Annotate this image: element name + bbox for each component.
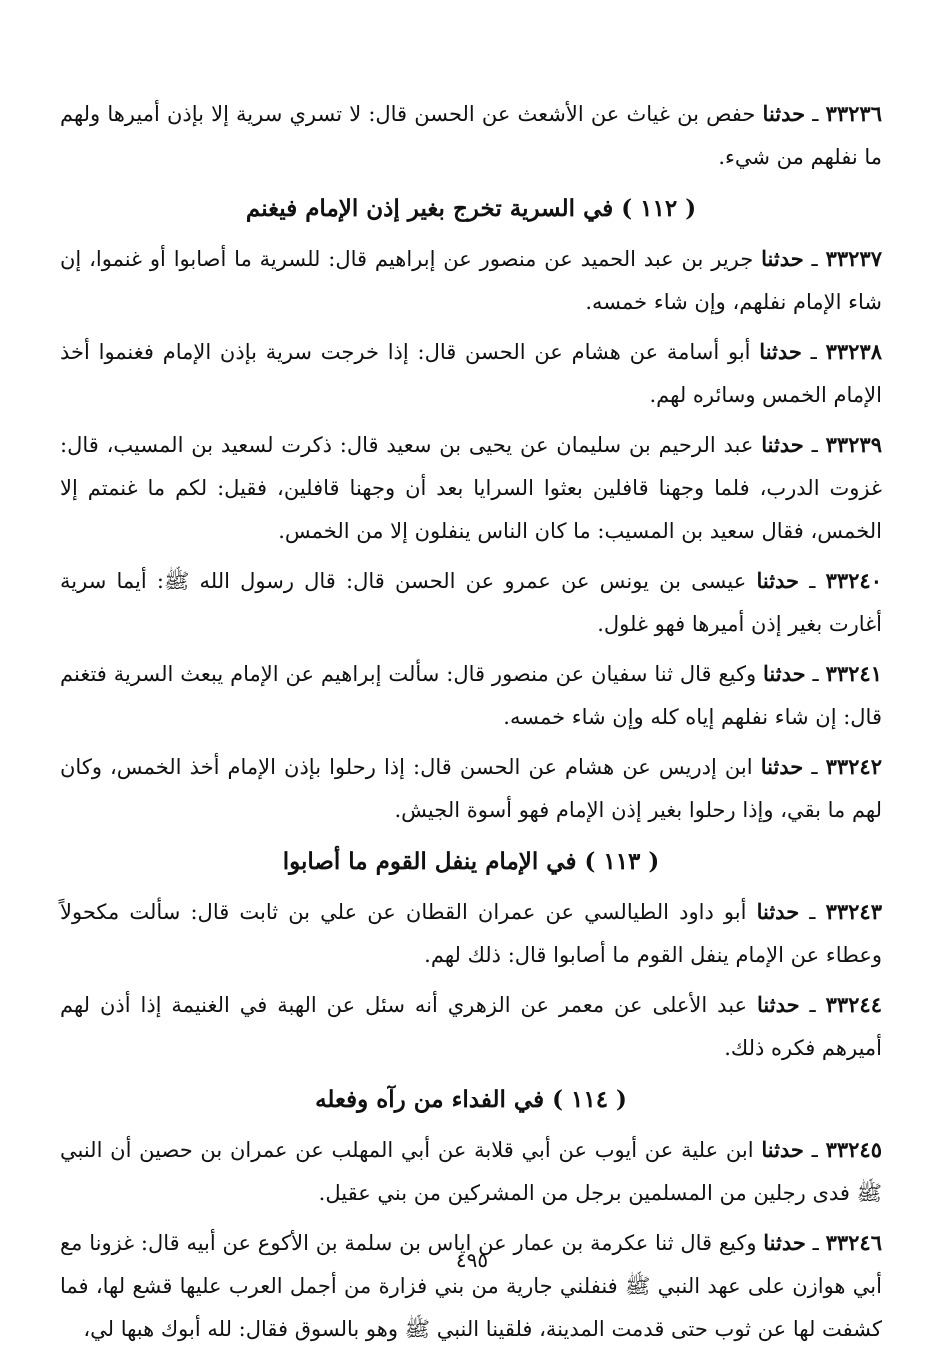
hadith-text: عبد الأعلى عن معمر عن الزهري أنه سئل عن الهبة في الغنيمة إذا أذن لهم أميرهم فكره ذلك.	[60, 993, 882, 1060]
hadith-33246: ٣٣٢٤٦ ـ حدثنا وكيع قال ثنا عكرمة بن عمار عن اياس بن سلمة بن الأكوع عن أبيه قال: غزونا مع أبي هوازن على عهد النبي ﷺ فنفلني جارية من بني فزارة من أجمل العرب عليها قشع لها، فما كشفت لها عن ثوب حتى قدمت المدينة، فلقينا النبي ﷺ وهو بالسوق فقال: لله أبوك هبها لي،	[60, 1230, 882, 1341]
hadith-lead: حدثنا	[762, 101, 806, 126]
hadith-text: ابن إدريس عن هشام عن الحسن قال: إذا رحلوا بإذن الإمام أخذ الخمس، وكان لهم ما بقي، وإذا رحلوا بغير إذن الإمام فهو أسوة الجيش.	[60, 755, 882, 822]
hadith-33244: ٣٣٢٤٤ ـ حدثنا عبد الأعلى عن معمر عن الزهري أنه سئل عن الهبة في الغنيمة إذا أذن لهم أميرهم فكره ذلك.	[60, 992, 882, 1060]
hadith-lead: حدثنا	[763, 1230, 806, 1255]
hadith-lead: حدثنا	[761, 1137, 804, 1162]
hadith-33240: ٣٣٢٤٠ ـ حدثنا عيسى بن يونس عن عمرو عن الحسن قال: قال رسول الله ﷺ: أيما سرية أغارت بغير إذن أميرها فهو غلول.	[60, 568, 882, 636]
hadith-33239: ٣٣٢٣٩ ـ حدثنا عبد الرحيم بن سليمان عن يحيى بن سعيد قال: ذكرت لسعيد بن المسيب، قال: غزوت الدرب، فلما وجهنا قافلين بعثوا السرايا بعد أن وجهنا قافلين، فقيل: لكم ما غنمتم إلا الخمس، فقال سعيد بن المسيب: ما كان الناس ينفلون إلا من الخمس.	[60, 432, 882, 543]
hadith-number: ٣٣٢٣٦	[825, 101, 882, 126]
hadith-number: ٣٣٢٤٢	[825, 754, 882, 779]
hadith-33238: ٣٣٢٣٨ ـ حدثنا أبو أسامة عن هشام عن الحسن قال: إذا خرجت سرية بإذن الإمام فغنموا أخذ الإمام الخمس وسائره لهم.	[60, 339, 882, 407]
hadith-lead: حدثنا	[756, 899, 800, 924]
hadith-text: عيسى بن يونس عن عمرو عن الحسن قال: قال رسول الله ﷺ: أيما سرية أغارت بغير إذن أميرها فهو غلول.	[60, 569, 882, 636]
hadith-33236: ٣٣٢٣٦ ـ حدثنا حفص بن غياث عن الأشعث عن الحسن قال: لا تسري سرية إلا بإذن أميرها ولهم ما نفلهم من شيء.	[60, 101, 882, 169]
hadith-text: أبو داود الطيالسي عن عمران القطان عن علي بن ثابت قال: سألت مكحولاً وعطاء عن الإمام ينفل القوم ما أصابوا قال: ذلك لهم.	[60, 900, 882, 967]
hadith-text: جرير بن عبد الحميد عن منصور عن إبراهيم قال: للسرية ما أصابوا أو غنموا، إن شاء الإمام نفلهم، وإن شاء خمسه.	[60, 247, 882, 314]
hadith-number: ٣٣٢٤٣	[825, 899, 882, 924]
chapter-heading-112: ( ١١٢ ) في السرية تخرج بغير إذن الإمام فيغنم	[245, 195, 697, 222]
page-number: ٤٩٥	[455, 1248, 489, 1272]
hadith-lead: حدثنا	[763, 661, 806, 686]
hadith-lead: حدثنا	[760, 754, 804, 779]
hadith-text: ابن علية عن أيوب عن أبي قلابة عن أبي المهلب عن عمران بن حصين أن النبي ﷺ فدى رجلين من المسلمين برجل من المشركين من بني عقيل.	[60, 1138, 882, 1205]
hadith-number: ٣٣٢٤٥	[825, 1137, 882, 1162]
hadith-33241: ٣٣٢٤١ ـ حدثنا وكيع قال ثنا سفيان عن منصور قال: سألت إبراهيم عن الإمام يبعث السرية فتغنم قال: إن شاء نفلهم إياه كله وإن شاء خمسه.	[60, 661, 882, 729]
hadith-lead: حدثنا	[756, 568, 800, 593]
hadith-33245: ٣٣٢٤٥ ـ حدثنا ابن علية عن أيوب عن أبي قلابة عن أبي المهلب عن عمران بن حصين أن النبي ﷺ فدى رجلين من المسلمين برجل من المشركين من بني عقيل.	[60, 1137, 882, 1205]
hadith-number: ٣٣٢٤٦	[825, 1230, 882, 1255]
hadith-number: ٣٣٢٣٩	[825, 432, 882, 457]
hadith-lead: حدثنا	[761, 432, 804, 457]
hadith-lead: حدثنا	[756, 992, 800, 1017]
hadith-text: أبو أسامة عن هشام عن الحسن قال: إذا خرجت سرية بإذن الإمام فغنموا أخذ الإمام الخمس وسائره لهم.	[60, 340, 882, 407]
hadith-lead: حدثنا	[759, 339, 802, 364]
hadith-33237: ٣٣٢٣٧ ـ حدثنا جرير بن عبد الحميد عن منصور عن إبراهيم قال: للسرية ما أصابوا أو غنموا، إن شاء الإمام نفلهم، وإن شاء خمسه.	[60, 246, 882, 314]
hadith-text: عبد الرحيم بن سليمان عن يحيى بن سعيد قال: ذكرت لسعيد بن المسيب، قال: غزوت الدرب، فلما وجهنا قافلين بعثوا السرايا بعد أن وجهنا قافلين، فقيل: لكم ما غنمتم إلا الخمس، فقال سعيد بن المسيب: ما كان الناس ينفلون إلا من الخمس.	[60, 433, 882, 543]
hadith-number: ٣٣٢٤٠	[825, 568, 882, 593]
hadith-text: وكيع قال ثنا عكرمة بن عمار عن اياس بن سلمة بن الأكوع عن أبيه قال: غزونا مع أبي هوازن على عهد النبي ﷺ فنفلني جارية من بني فزارة من أجمل العرب عليها قشع لها، فما كشفت لها عن ثوب حتى قدمت المدينة، فلقينا النبي ﷺ وهو بالسوق فقال: لله أبوك هبها لي،	[60, 1231, 882, 1341]
hadith-33242: ٣٣٢٤٢ ـ حدثنا ابن إدريس عن هشام عن الحسن قال: إذا رحلوا بإذن الإمام أخذ الخمس، وكان لهم ما بقي، وإذا رحلوا بغير إذن الإمام فهو أسوة الجيش.	[60, 754, 882, 822]
chapter-heading-113: ( ١١٣ ) في الإمام ينفل القوم ما أصابوا	[282, 848, 660, 875]
hadith-number: ٣٣٢٤١	[825, 661, 882, 686]
hadith-number: ٣٣٢٣٨	[825, 339, 882, 364]
hadith-text: حفص بن غياث عن الأشعث عن الحسن قال: لا تسري سرية إلا بإذن أميرها ولهم ما نفلهم من شيء.	[60, 102, 882, 169]
hadith-number: ٣٣٢٣٧	[825, 246, 882, 271]
chapter-heading-114: ( ١١٤ ) في الفداء من رآه وفعله	[315, 1086, 627, 1113]
hadith-number: ٣٣٢٤٤	[825, 992, 882, 1017]
hadith-text: وكيع قال ثنا سفيان عن منصور قال: سألت إبراهيم عن الإمام يبعث السرية فتغنم قال: إن شاء نفلهم إياه كله وإن شاء خمسه.	[60, 662, 882, 729]
page-content	[60, 92, 882, 1351]
hadith-33243: ٣٣٢٤٣ ـ حدثنا أبو داود الطيالسي عن عمران القطان عن علي بن ثابت قال: سألت مكحولاً وعطاء عن الإمام ينفل القوم ما أصابوا قال: ذلك لهم.	[60, 899, 882, 967]
hadith-lead: حدثنا	[761, 246, 804, 271]
